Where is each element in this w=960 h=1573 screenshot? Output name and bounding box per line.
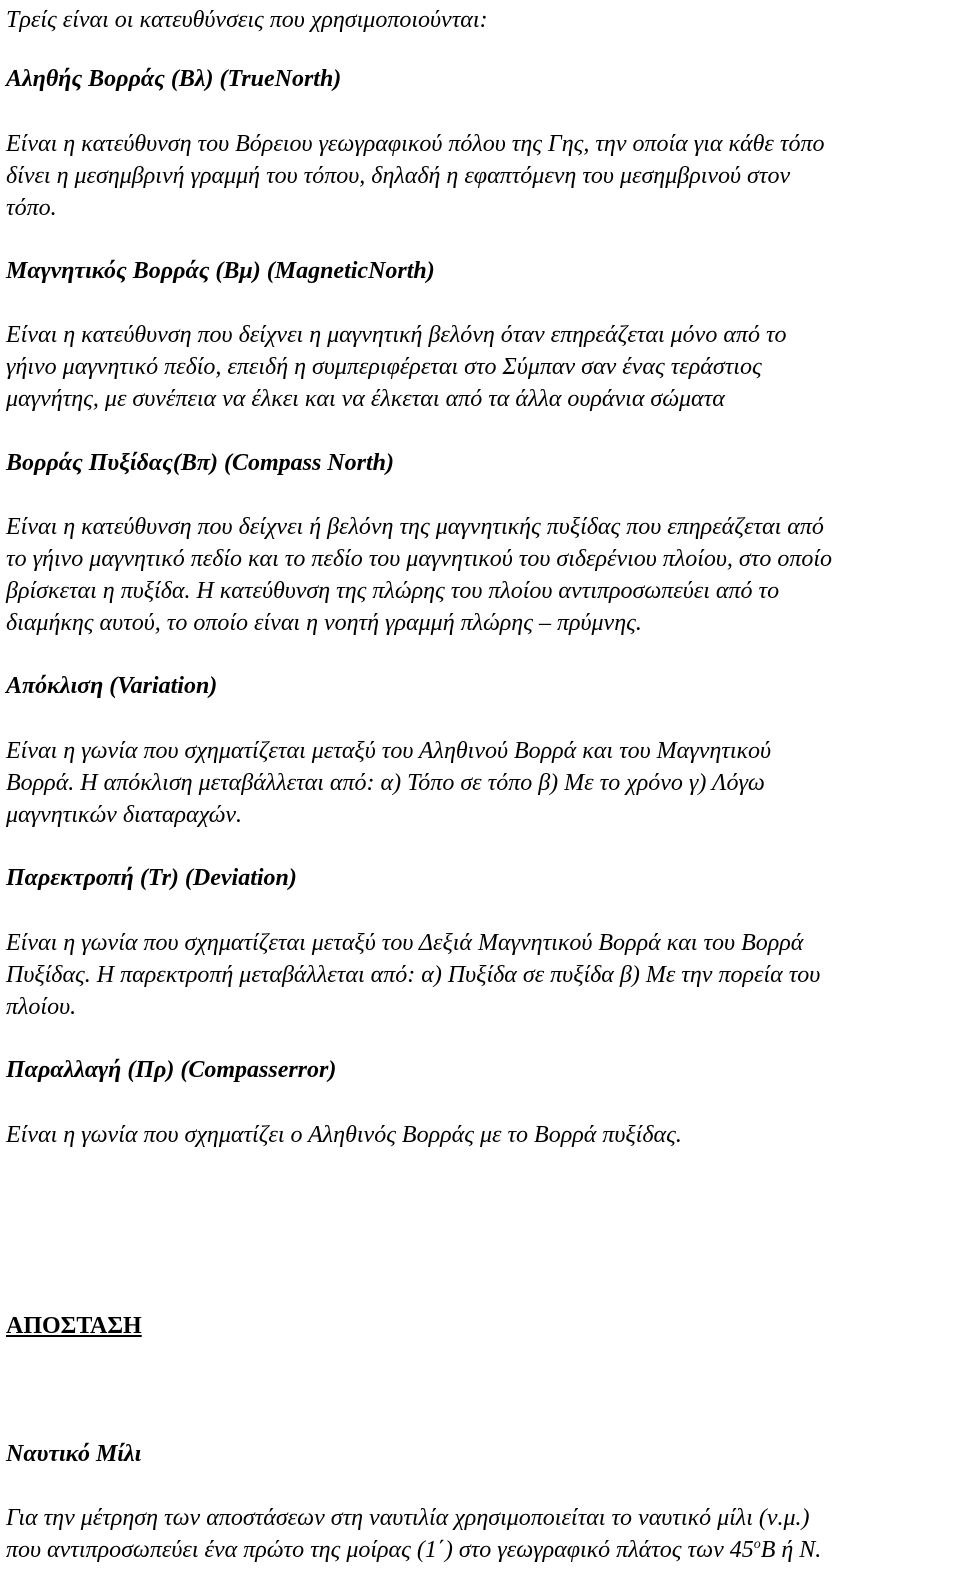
nautical-mile-paragraph (6, 1502, 956, 1566)
paragraph-line: μαγνήτης, με συνέπεια να έλκει και να έλκεται από τα άλλα ουράνια σώματα (6, 386, 725, 412)
deviation-heading: Παρεκτροπή (Tr) (Deviation) (6, 865, 297, 891)
line-text: Β ή Ν. (760, 1537, 822, 1563)
variation-paragraph (6, 735, 956, 831)
compass-north-paragraph (6, 511, 956, 639)
paragraph-line: βρίσκεται η πυξίδα. Η κατεύθυνση της πλώρης του πλοίου αντιπροσωπεύει από το (6, 578, 780, 604)
intro-text: Τρείς είναι οι κατευθύνσεις που χρησιμοποιούνται: (6, 7, 488, 33)
degree-superscript: ο (753, 1537, 761, 1552)
paragraph-line: Είναι η κατεύθυνση που δείχνει ή βελόνη της μαγνητικής πυξίδας που επηρεάζεται από (6, 514, 824, 540)
paragraph-line: δίνει η μεσημβρινή γραμμή του τόπου, δηλαδή η εφαπτόμενη του μεσημβρινού στον (6, 163, 791, 189)
paragraph-line: μαγνητικών διαταραχών. (6, 802, 243, 828)
compass-north-heading: Βορράς Πυξίδας(Βπ) (Compass North) (6, 450, 394, 476)
line-text: που αντιπροσωπεύει ένα πρώτο της μοίρας (1΄) στο γεωγραφικό πλάτος των 45 (6, 1537, 754, 1563)
paragraph-line: Είναι η γωνία που σχηματίζεται μεταξύ του Δεξιά Μαγνητικού Βορρά και του Βορρά (6, 930, 804, 956)
paragraph-line: Είναι η κατεύθυνση του Βόρειου γεωγραφικού πόλου της Γης, την οποία για κάθε τόπο (6, 131, 825, 157)
paragraph-line: Πυξίδας. Η παρεκτροπή μεταβάλλεται από: α) Πυξίδα σε πυξίδα β) Με την πορεία του (6, 962, 821, 988)
nautical-mile-heading: Ναυτικό Μίλι (6, 1441, 142, 1467)
paragraph-line: το γήινο μαγνητικό πεδίο και το πεδίο του μαγνητικού του σιδερένιου πλοίου, στο οποίο (6, 546, 833, 572)
true-north-heading: Αληθής Βορράς (Βλ) (TrueNorth) (6, 66, 342, 92)
distance-heading (6, 1310, 956, 1342)
paragraph-line: γήινο μαγνητικό πεδίο, επειδή η συμπεριφέρεται στο Σύμπαν σαν ένας τεράστιος (6, 354, 762, 380)
paragraph-line: διαμήκης αυτού, το οποίο είναι η νοητή γραμμή πλώρης – πρύμνης. (6, 610, 642, 636)
true-north-paragraph (6, 128, 956, 224)
compass-error-paragraph (6, 1119, 956, 1151)
variation-heading: Απόκλιση (Variation) (6, 673, 218, 699)
paragraph-line: Για την μέτρηση των αποστάσεων στη ναυτιλία χρησιμοποιείται το ναυτικό μίλι (ν.μ.) (6, 1505, 810, 1531)
magnetic-north-paragraph (6, 319, 956, 415)
paragraph-line: πλοίου. (6, 994, 77, 1020)
paragraph-line: Είναι η κατεύθυνση που δείχνει η μαγνητική βελόνη όταν επηρεάζεται μόνο από το (6, 322, 787, 348)
paragraph-line: Είναι η γωνία που σχηματίζει ο Αληθινός Βορράς με το Βορρά πυξίδας. (6, 1122, 682, 1148)
paragraph-line: Είναι η γωνία που σχηματίζεται μεταξύ του Αληθινού Βορρά και του Μαγνητικού (6, 738, 772, 764)
paragraph-line: τόπο. (6, 195, 57, 221)
paragraph-line (6, 1534, 956, 1566)
deviation-paragraph (6, 927, 956, 1023)
compass-error-heading: Παραλλαγή (Πρ) (Compasserror) (6, 1057, 337, 1083)
paragraph-line: Βορρά. Η απόκλιση μεταβάλλεται από: α) Τόπο σε τόπο β) Με το χρόνο γ) Λόγω (6, 770, 765, 796)
distance-heading-text: ΑΠΟΣΤΑΣΗ (6, 1313, 142, 1339)
magnetic-north-heading: Μαγνητικός Βορράς (Βμ) (MagneticNorth) (6, 258, 435, 284)
